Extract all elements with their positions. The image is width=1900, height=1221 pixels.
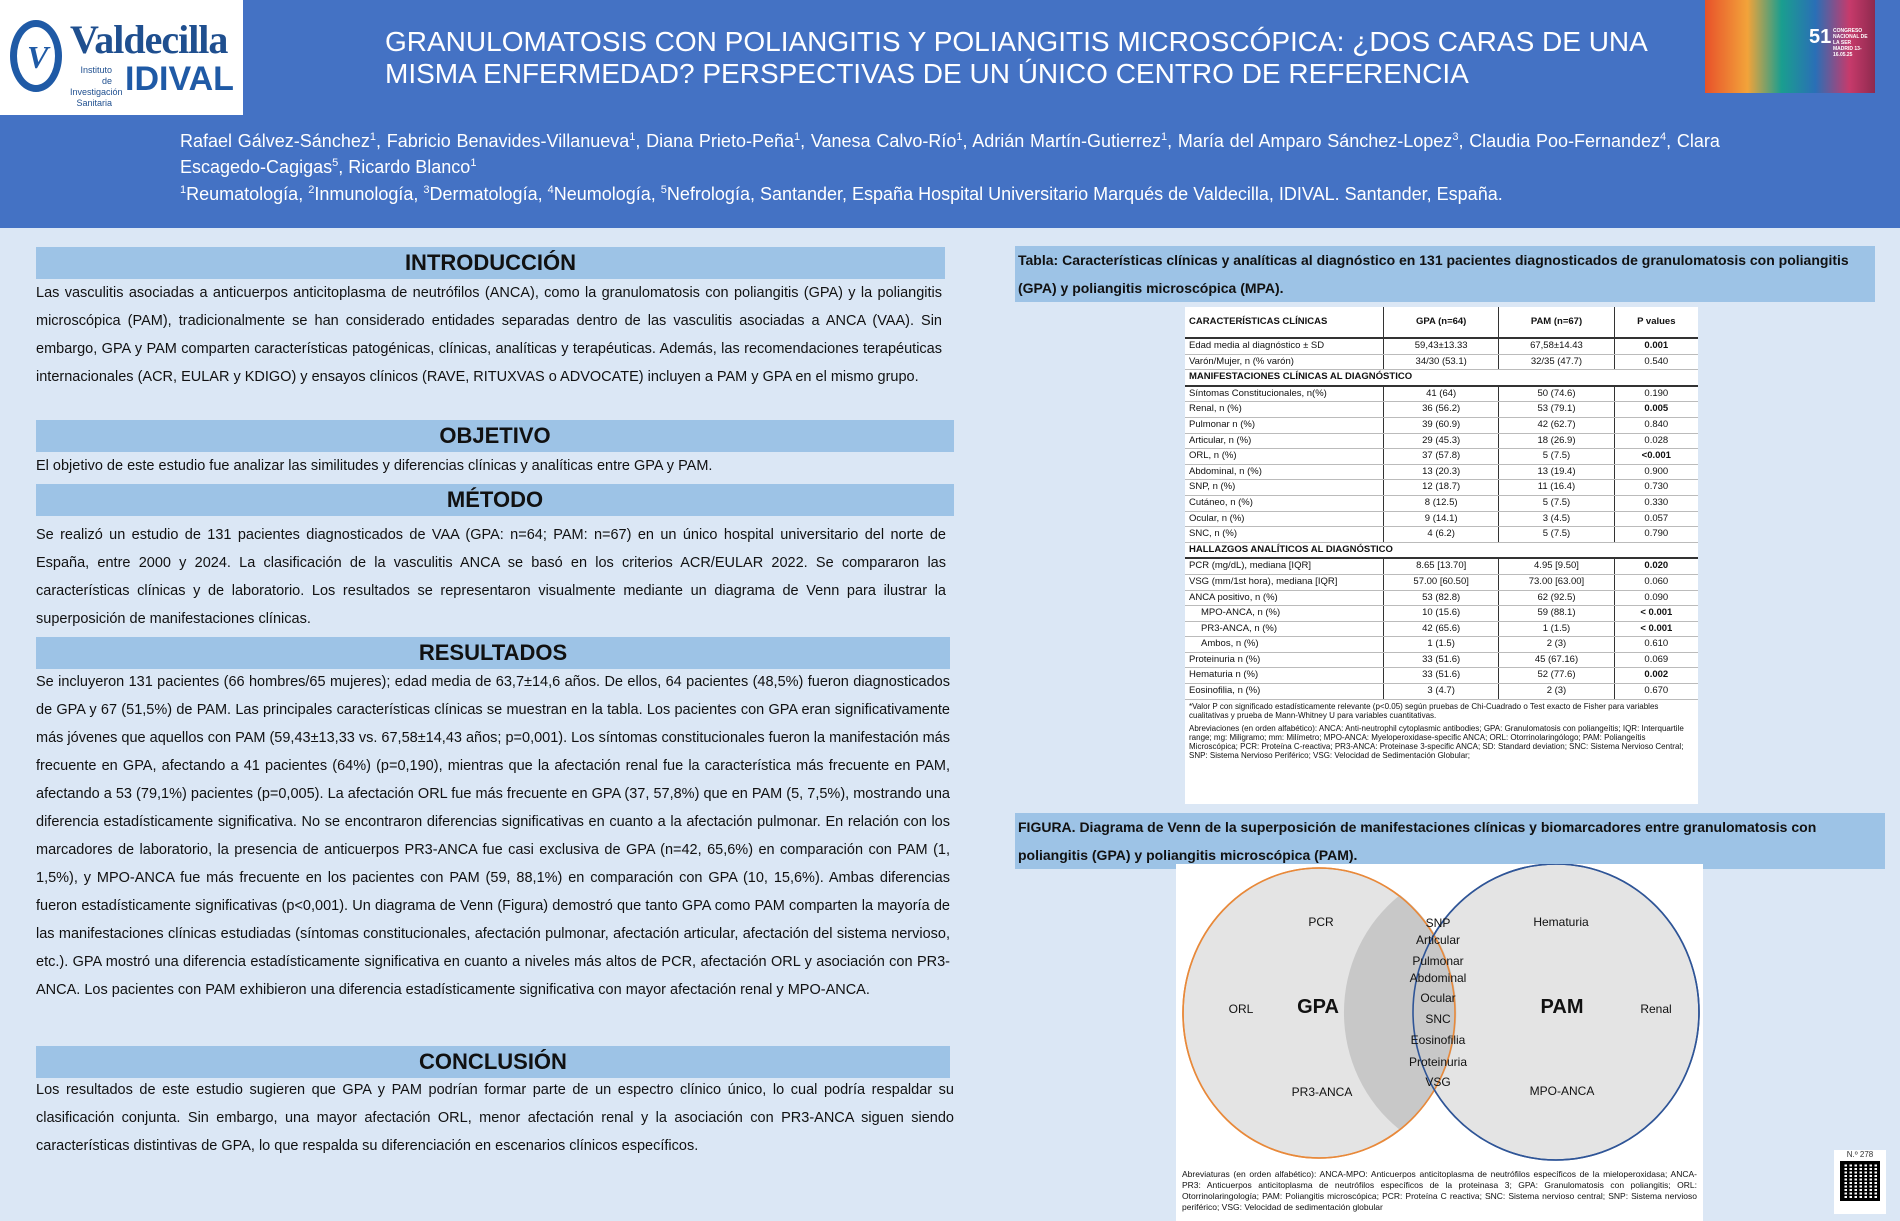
table-cell-pvalue: 0.001 (1614, 338, 1698, 354)
venn-shared-label: Articular (1415, 933, 1461, 947)
poster-title: GRANULOMATOSIS CON POLIANGITIS Y POLIANGITIS MICROSCÓPICA: ¿DOS CARAS DE UNA MISMA ENFERMEDAD? PERSPECTIVAS DE UN ÚNICO CENTRO DE REFERENCIA (385, 26, 1647, 89)
table-header-row (1185, 307, 1698, 338)
table-cell-label: ORL, n (%) (1185, 449, 1384, 465)
table-cell-gpa: 8 (12.5) (1384, 495, 1499, 511)
venn-gpa-only-label: ORL (1228, 1002, 1254, 1016)
valdecilla-logo-mark-icon: V (10, 20, 62, 92)
affiliation-text: Reumatología, (186, 184, 309, 204)
table-cell-gpa: 3 (4.7) (1384, 684, 1499, 700)
venn-pam-only-label: MPO-ANCA (1529, 1084, 1595, 1098)
table-cell-gpa: 41 (64) (1384, 386, 1499, 402)
table-cell-pvalue: 0.790 (1614, 527, 1698, 543)
venn-figure (1176, 864, 1703, 1221)
table-row (1185, 606, 1698, 622)
table-cell-gpa: 37 (57.8) (1384, 449, 1499, 465)
author-name: Rafael Gálvez-Sánchez (180, 131, 370, 151)
table-section-row (1185, 542, 1698, 558)
author-name: Ricardo Blanco (348, 157, 471, 177)
table-cell-gpa: 34/30 (53.1) (1384, 354, 1499, 370)
table-cell-pvalue: 0.090 (1614, 590, 1698, 606)
venn-pam-only-label: Hematuria (1533, 915, 1589, 929)
author-name: Claudia Poo-Fernandez (1469, 131, 1661, 151)
table-cell-label: Ambos, n (%) (1185, 637, 1384, 653)
author-name: Vanesa Calvo-Río (810, 131, 957, 151)
table-row (1185, 449, 1698, 465)
table-cell-pvalue: 0.840 (1614, 417, 1698, 433)
table-cell-gpa: 13 (20.3) (1384, 464, 1499, 480)
figure-caption: FIGURA. Diagrama de Venn de la superposición de manifestaciones clínicas y biomarcadores entre granulomatosis con poliangitis (GPA) y poliangitis microscópica (PAM). (1015, 813, 1885, 869)
author-affiliation-sup: 1 (470, 157, 477, 169)
table-cell-label: Cutáneo, n (%) (1185, 495, 1384, 511)
table-cell-pam: 11 (16.4) (1499, 480, 1614, 496)
table-row (1185, 621, 1698, 637)
table-cell-label: SNP, n (%) (1185, 480, 1384, 496)
table-cell-pam: 5 (7.5) (1499, 495, 1614, 511)
table-caption: Tabla: Características clínicas y analíticas al diagnóstico en 131 pacientes diagnosticados de granulomatosis con poliangitis (GPA) y poliangitis microscópica (MPA). (1015, 246, 1875, 302)
table-row (1185, 558, 1698, 574)
table-cell-gpa: 36 (56.2) (1384, 402, 1499, 418)
table-cell-gpa: 1 (1.5) (1384, 637, 1499, 653)
objetivo-heading: OBJETIVO (36, 420, 954, 452)
table-cell-label: Varón/Mujer, n (% varón) (1185, 354, 1384, 370)
table-cell-label: Articular, n (%) (1185, 433, 1384, 449)
table-cell-label: VSG (mm/1st hora), mediana [IQR] (1185, 574, 1384, 590)
table-cell-pam: 4.95 [9.50] (1499, 558, 1614, 574)
table-cell-pvalue: 0.020 (1614, 558, 1698, 574)
table-header-pvalue: P values (1614, 307, 1698, 338)
table-row (1185, 574, 1698, 590)
table-cell-gpa: 33 (51.6) (1384, 668, 1499, 684)
table-cell-gpa: 33 (51.6) (1384, 652, 1499, 668)
table-row (1185, 495, 1698, 511)
table-cell-pvalue: 0.540 (1614, 354, 1698, 370)
table-cell-gpa: 39 (60.9) (1384, 417, 1499, 433)
authors-list: Rafael Gálvez-Sánchez$^1$, Fabricio Benavides-Villanueva$^1$, Diana Prieto-Peña$^1$, Vanesa Calvo-Río$^1$, Adrián Martín-Gutierrez$^1$, María del Amparo Sánchez-Lopez$^3$, Claudia Poo-Fernandez$^4$, Clara Escagedo-Cagigas$^5$, Ricardo Blanco$^1$ (180, 131, 1720, 177)
introduccion-heading: INTRODUCCIÓN (36, 247, 945, 279)
table-row (1185, 668, 1698, 684)
table-row (1185, 464, 1698, 480)
affiliation-sup: 5 (660, 184, 667, 196)
table-row (1185, 652, 1698, 668)
table-cell-label: ANCA positivo, n (%) (1185, 590, 1384, 606)
table-cell-label: MPO-ANCA, n (%) (1185, 606, 1384, 622)
resultados-heading: RESULTADOS (36, 637, 950, 669)
table-row (1185, 511, 1698, 527)
author-affiliation-sup: 1 (629, 131, 636, 143)
affiliation-text: Nefrología, Santander, España Hospital Universitario Marqués de Valdecilla, IDIVAL. Santander, España. (666, 184, 1503, 204)
table-cell-pvalue: 0.670 (1614, 684, 1698, 700)
table-cell-gpa: 12 (18.7) (1384, 480, 1499, 496)
affiliation-sup: 4 (547, 184, 554, 196)
table-cell-label: Proteinuria n (%) (1185, 652, 1384, 668)
author-name: Adrián Martín-Gutierrez (972, 131, 1162, 151)
table-cell-pam: 50 (74.6) (1499, 386, 1614, 402)
table-cell-pvalue: 0.190 (1614, 386, 1698, 402)
venn-gpa-title: GPA (1297, 996, 1339, 1018)
table-header-gpa: GPA (n=64) (1384, 307, 1499, 338)
table-cell-pam: 42 (62.7) (1499, 417, 1614, 433)
venn-shared-label: Abdominal (1409, 971, 1467, 985)
logo-idival: IDIVAL (125, 60, 234, 98)
table-header-characteristics: CARACTERÍSTICAS CLÍNICAS (1185, 307, 1384, 338)
table-cell-gpa: 8.65 [13.70] (1384, 558, 1499, 574)
table-row (1185, 637, 1698, 653)
table-section-row (1185, 370, 1698, 386)
table-cell-label: Pulmonar n (%) (1185, 417, 1384, 433)
metodo-heading: MÉTODO (36, 484, 954, 516)
venn-shared-label: Proteinuria (1408, 1055, 1468, 1069)
table-cell-label: Eosinofilia, n (%) (1185, 684, 1384, 700)
venn-gpa-only-label: PR3-ANCA (1291, 1085, 1353, 1099)
table-cell-pam: 3 (4.5) (1499, 511, 1614, 527)
table-cell-pam: 52 (77.6) (1499, 668, 1614, 684)
table-row (1185, 402, 1698, 418)
table-cell-gpa: 53 (82.8) (1384, 590, 1499, 606)
affiliation-sup: 2 (308, 184, 315, 196)
venn-gpa-only-label: PCR (1308, 915, 1334, 929)
author-affiliation-sup: 1 (369, 131, 376, 143)
table-row (1185, 433, 1698, 449)
table-cell-pvalue: 0.057 (1614, 511, 1698, 527)
table-cell-pam: 67,58±14.43 (1499, 338, 1614, 354)
table-cell-pam: 73.00 [63.00] (1499, 574, 1614, 590)
table-row (1185, 417, 1698, 433)
figure-footnote: Abreviaturas (en orden alfabético): ANCA-MPO: Anticuerpos anticitoplasma de neutrófilos específicos de la mieloperoxidasa; ANCA-PR3: Anticuerpos anticitoplasma de neutrófilos específicos de la proteinasa 3; GPA: Granulomatosis con poliangitis; ORL: Otorrinolaringología; PAM: Poliangitis microscópica; PCR: Proteína C reactiva; SNC: Sistema nervioso central; SNP: Sistema nervioso periférico; VSG: Velocidad de sedimentación globular (1182, 1169, 1697, 1212)
table-cell-label: Síntomas Constitucionales, n(%) (1185, 386, 1384, 402)
author-affiliation-sup: 1 (1161, 131, 1168, 143)
venn-shared-label: Pulmonar (1412, 954, 1464, 968)
venn-diagram (1176, 864, 1703, 1164)
affiliations (180, 179, 1740, 205)
table-row (1185, 480, 1698, 496)
affiliation-text: Inmunología, (314, 184, 424, 204)
table-cell-pam: 2 (3) (1499, 684, 1614, 700)
venn-shared-label: VSG (1425, 1075, 1451, 1089)
affiliation-text: Neumología, (553, 184, 661, 204)
affiliation-sup: 3 (423, 184, 430, 196)
table-row (1185, 338, 1698, 354)
table-section-label: HALLAZGOS ANALÍTICOS AL DIAGNÓSTICO (1185, 542, 1698, 558)
table-row (1185, 590, 1698, 606)
table-cell-pvalue: < 0.001 (1614, 606, 1698, 622)
author-affiliation-sup: 4 (1660, 131, 1667, 143)
table-cell-pam: 59 (88.1) (1499, 606, 1614, 622)
objetivo-text: El objetivo de este estudio fue analizar las similitudes y diferencias clínicas y analíticas entre GPA y PAM. (36, 458, 713, 474)
conclusion-heading: CONCLUSIÓN (36, 1046, 950, 1078)
author-name: Clara Escagedo-Cagigas (180, 131, 1720, 177)
clinical-characteristics-table (1185, 307, 1698, 700)
resultados-text: Se incluyeron 131 pacientes (66 hombres/65 mujeres); edad media de 63,7±14,6 años. De ellos, 64 pacientes (48,5%) fueron diagnosticados de GPA y 67 (51,5%) de PAM. Las principales características clínicas se muestran en la tabla. Los pacientes con GPA eran significativamente más jóvenes que aquellos con PAM (59,43±13,33 vs. 67,58±14,43 años; p=0,001). Los síntomas constitucionales fueron la manifestación más frecuente en GPA, afectando a 41 pacientes (64%) (p=0,190), mientras que la afectación renal fue la característica más frecuente en PAM, afectando a 53 (79,1%) pacientes (p=0,005). La afectación ORL fue más frecuente en GPA (37, 57,8%) que en PAM (5, 7,5%), mostrando una diferencia estadísticamente significativa. No se encontraron diferencias significativas en cuanto a la afectación pulmonar. En relación con los marcadores de laboratorio, la presencia de anticuerpos PR3-ANCA fue casi exclusiva de GPA (n=42, 65,6%) en comparación con PAM (1, 1,5%), y MPO-ANCA fue más frecuente en los pacientes con PAM (59, 88,1%) en comparación con GPA (10, 15,6%). Ambas diferencias fueron estadísticamente significativas (p<0,001). Un diagrama de Venn (Figura) demostró que tanto GPA como PAM comparten la mayoría de las manifestaciones clínicas estudiadas (síntomas constitucionales, afectación pulmonar, afectación articular, afectación del sistema nervioso, etc.). GPA mostró una diferencia estadísticamente significativa en cuanto a niveles más altos de PCR, afectación ORL y asociación con PR3-ANCA. Los pacientes con PAM exhibieron una diferencia estadísticamente significativa con mayor afectación renal y MPO-ANCA. (36, 674, 950, 998)
table-cell-pam: 32/35 (47.7) (1499, 354, 1614, 370)
author-affiliation-sup: 1 (793, 131, 801, 143)
table-cell-label: PR3-ANCA, n (%) (1185, 621, 1384, 637)
conclusion-text: Los resultados de este estudio sugieren que GPA y PAM podrían formar parte de un espectro clínico único, lo cual podría respaldar su clasificación conjunta. Sin embargo, una mayor afectación ORL, menor afectación renal y la asociación con PR3-ANCA siguen siendo características distintivas de GPA, lo que respalda su diferenciación en escenarios clínicos específicos. (36, 1082, 954, 1154)
author-affiliation-sup: 3 (1452, 131, 1459, 143)
table-cell-pam: 5 (7.5) (1499, 527, 1614, 543)
qr-code (1834, 1150, 1886, 1214)
congress-logo (1705, 0, 1875, 93)
table-cell-label: Abdominal, n (%) (1185, 464, 1384, 480)
table-section-label: MANIFESTACIONES CLÍNICAS AL DIAGNÓSTICO (1185, 370, 1698, 386)
table-cell-gpa: 57.00 [60.50] (1384, 574, 1499, 590)
qr-code-icon (1840, 1161, 1880, 1201)
author-name: Diana Prieto-Peña (646, 131, 794, 151)
venn-shared-label: SNC (1425, 1012, 1451, 1026)
table-cell-gpa: 42 (65.6) (1384, 621, 1499, 637)
clinical-table-container (1185, 307, 1698, 804)
table-cell-pvalue: 0.005 (1614, 402, 1698, 418)
table-cell-pam: 62 (92.5) (1499, 590, 1614, 606)
venn-pam-title: PAM (1540, 996, 1584, 1018)
table-cell-pvalue: 0.002 (1614, 668, 1698, 684)
table-cell-pam: 45 (67.16) (1499, 652, 1614, 668)
table-cell-gpa: 59,43±13.33 (1384, 338, 1499, 354)
author-affiliation-sup: 1 (956, 131, 963, 143)
table-cell-label: Edad media al diagnóstico ± SD (1185, 338, 1384, 354)
affiliation-sup: 1 (180, 184, 187, 196)
table-cell-pvalue: 0.060 (1614, 574, 1698, 590)
table-cell-gpa: 4 (6.2) (1384, 527, 1499, 543)
table-cell-pvalue: <0.001 (1614, 449, 1698, 465)
table-cell-gpa: 10 (15.6) (1384, 606, 1499, 622)
table-cell-pam: 1 (1.5) (1499, 621, 1614, 637)
table-cell-label: SNC, n (%) (1185, 527, 1384, 543)
table-cell-gpa: 29 (45.3) (1384, 433, 1499, 449)
table-header-pam: PAM (n=67) (1499, 307, 1614, 338)
table-cell-pam: 53 (79.1) (1499, 402, 1614, 418)
introduccion-text: Las vasculitis asociadas a anticuerpos anticitoplasma de neutrófilos (ANCA), como la granulomatosis con poliangitis (GPA) y la poliangitis microscópica (PAM), tradicionalmente se han considerado entidades separadas dentro de las vasculitis asociadas a ANCA (VAA). Sin embargo, GPA y PAM comparten características patogénicas, clínicas, analíticas y terapéuticas. Además, las recomendaciones terapéuticas internacionales (ACR, EULAR y KDIGO) y ensayos clínicos (RAVE, RITUXVAS o ADVOCATE) incluyen a PAM y GPA en el mismo grupo. (36, 285, 942, 385)
table-cell-pvalue: 0.610 (1614, 637, 1698, 653)
table-cell-pam: 18 (26.9) (1499, 433, 1614, 449)
table-row (1185, 386, 1698, 402)
logo-subtitle: Instituto de Investigación Sanitaria (70, 65, 123, 108)
table-cell-pam: 13 (19.4) (1499, 464, 1614, 480)
table-cell-pvalue: 0.069 (1614, 652, 1698, 668)
affiliation-text: Dermatología, (429, 184, 548, 204)
table-row (1185, 527, 1698, 543)
table-cell-pvalue: 0.730 (1614, 480, 1698, 496)
table-cell-pam: 5 (7.5) (1499, 449, 1614, 465)
venn-shared-label: SNP (1425, 916, 1451, 930)
poster-number: N.º 278 (1846, 1150, 1874, 1159)
table-cell-pvalue: 0.330 (1614, 495, 1698, 511)
author-affiliation-sup: 5 (332, 157, 339, 169)
table-cell-label: PCR (mg/dL), mediana [IQR] (1185, 558, 1384, 574)
author-name: Fabricio Benavides-Villanueva (386, 131, 630, 151)
table-note-pvalue: *Valor P con significado estadísticamente relevante (p<0.05) según pruebas de Chi-Cuadrado o Test exacto de Fisher para variables cualitativas y prueba de Mann-Whitney U para variables cuantitativas. (1189, 701, 1659, 720)
table-row (1185, 684, 1698, 700)
valdecilla-logo (0, 0, 243, 115)
table-cell-pvalue: 0.028 (1614, 433, 1698, 449)
table-cell-pam: 2 (3) (1499, 637, 1614, 653)
author-name: María del Amparo Sánchez-Lopez (1177, 131, 1453, 151)
venn-shared-label: Ocular (1420, 991, 1456, 1005)
venn-pam-only-label: Renal (1640, 1002, 1672, 1016)
table-cell-label: Renal, n (%) (1185, 402, 1384, 418)
table-row (1185, 354, 1698, 370)
table-cell-gpa: 9 (14.1) (1384, 511, 1499, 527)
congress-number: 51 (1809, 26, 1832, 48)
logo-name: Valdecilla (70, 17, 228, 62)
table-cell-label: Ocular, n (%) (1185, 511, 1384, 527)
congress-text: CONGRESO NACIONAL DE LA SER MADRID 13-16.05.25 (1833, 28, 1868, 58)
table-note-abbreviations: Abreviaciones (en orden alfabético): ANCA: Anti-neutrophil cytoplasmic antibodies; GPA: Granulomatosis con poliangeítis; IQR: Interquartile range; mg: Miligramo; mm: Milímetro; MPO-ANCA: Myeloperoxidase-specific ANCA; ORL: Otorrinolaringólogo; PAM: Poliangeítis Microscópica; PCR: Proteína C-reactiva; PR3-ANCA: Proteinase 3-specific ANCA; SD: Standard deviation; SNC: Sistema Nervioso Central; SNP: Sistema Nervioso Periférico; VSG: Velocidad de Sedimentación Globular; (1189, 723, 1684, 760)
venn-shared-label: Eosinofilia (1410, 1033, 1466, 1047)
table-cell-pvalue: < 0.001 (1614, 621, 1698, 637)
metodo-text: Se realizó un estudio de 131 pacientes diagnosticados de VAA (GPA: n=64; PAM: n=67) en un único hospital universitario del norte de España, entre 2000 y 2024. La clasificación de la vasculitis ANCA se basó en los criterios ACR/EULAR 2022. Se compararon las características clínicas y de laboratorio. Los resultados se representaron visualmente mediante un diagrama de Venn para ilustrar la superposición de manifestaciones clínicas. (36, 527, 946, 627)
table-cell-label: Hematuria n (%) (1185, 668, 1384, 684)
table-cell-pvalue: 0.900 (1614, 464, 1698, 480)
poster-header (0, 0, 1900, 228)
